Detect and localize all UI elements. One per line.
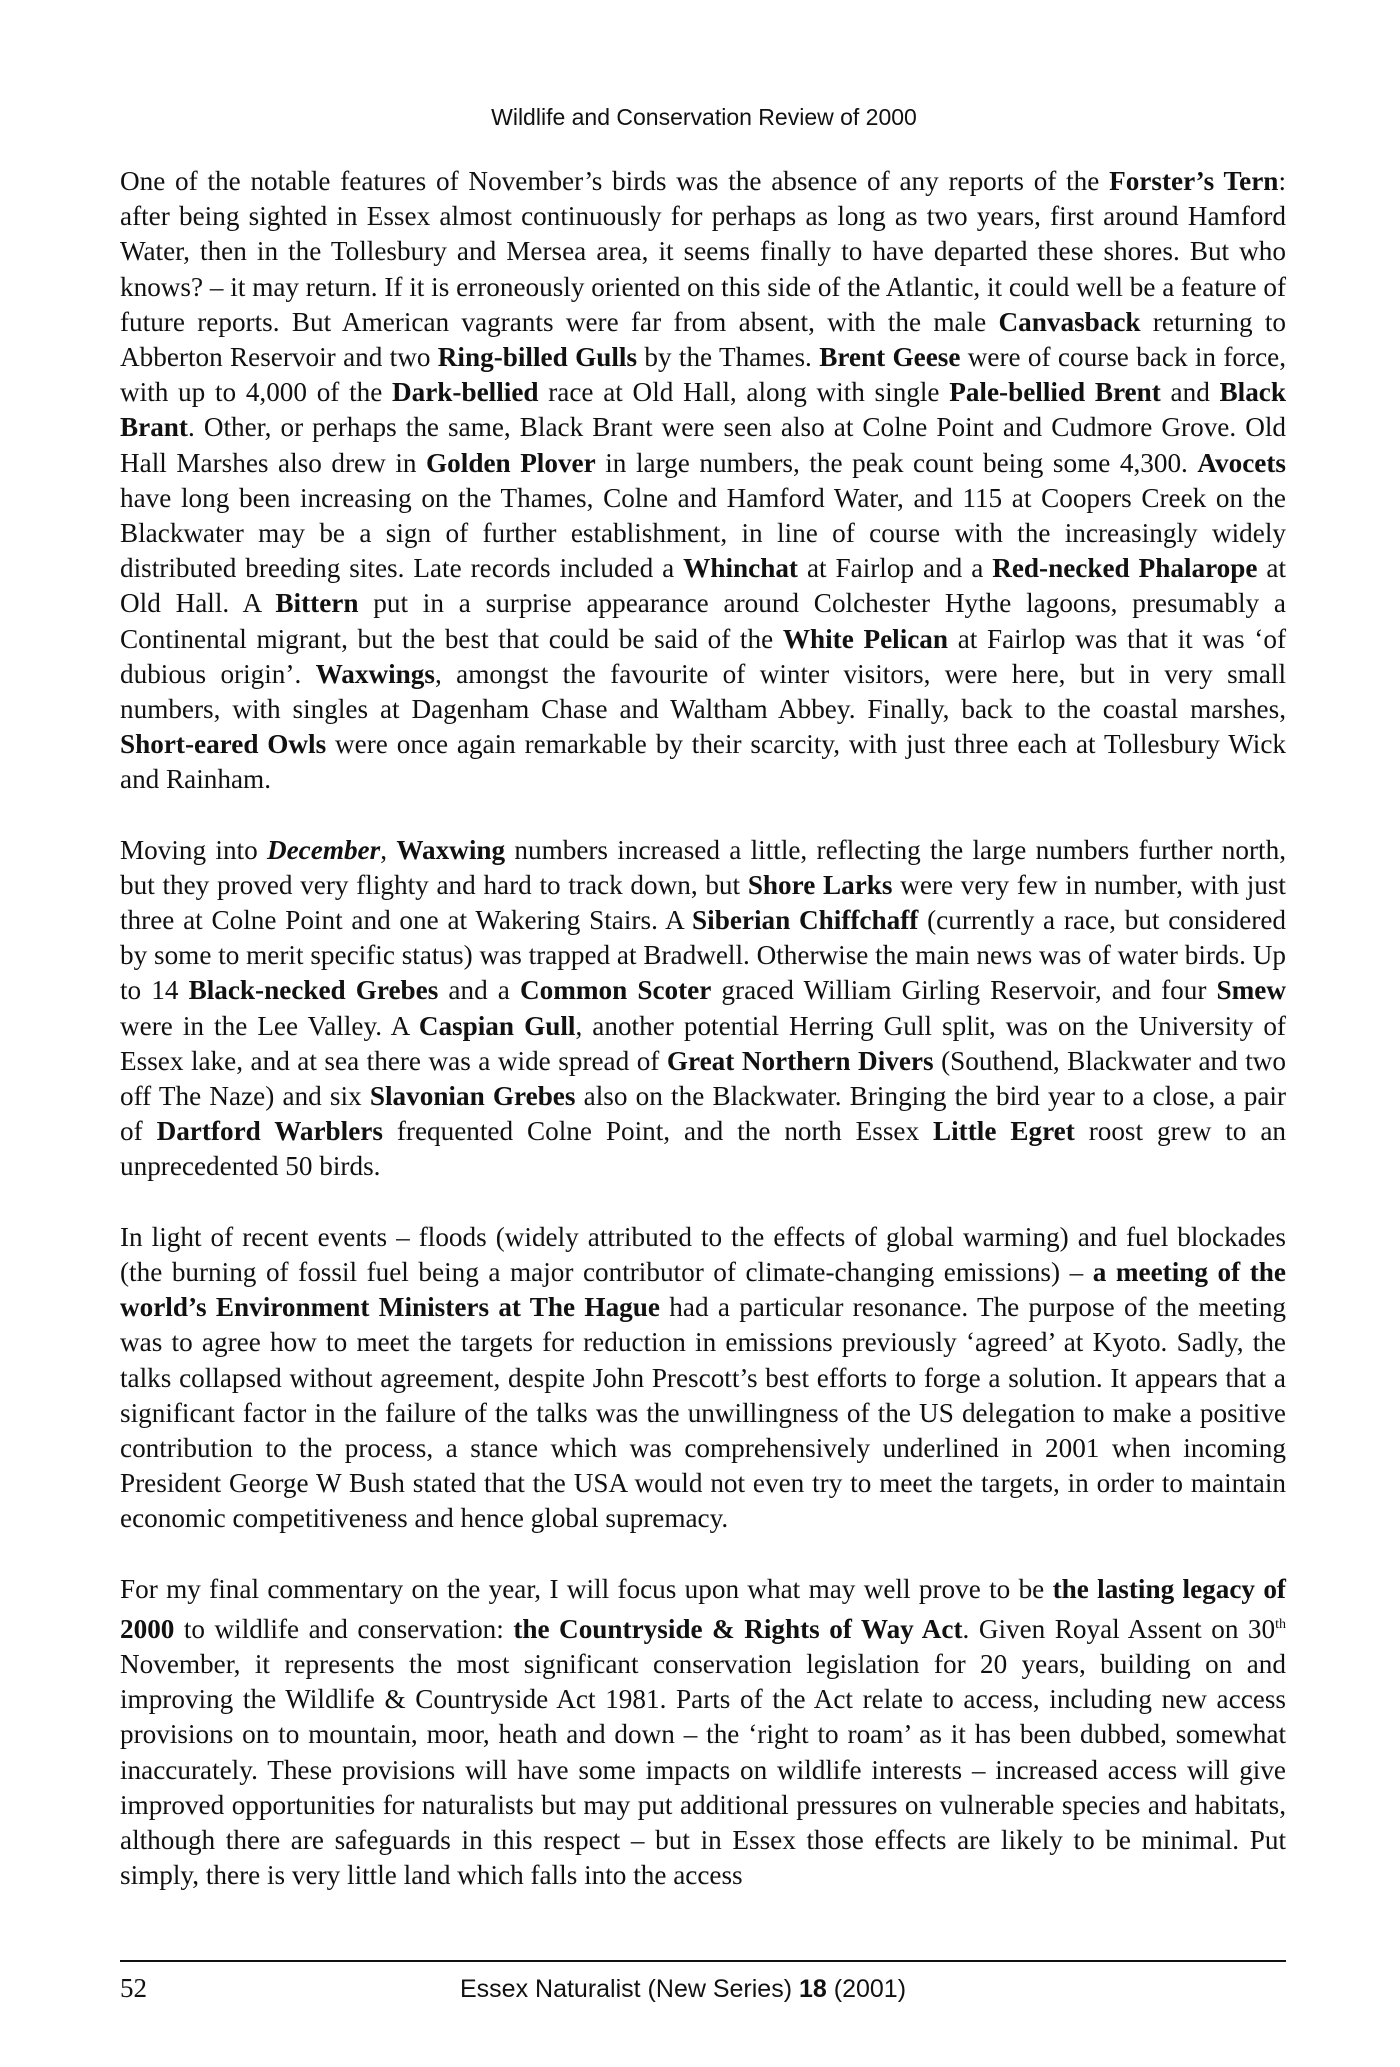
bold-term: Golden Plover bbox=[426, 447, 596, 478]
bold-term: Ring-billed Gulls bbox=[437, 342, 638, 373]
bold-term: White Pelican bbox=[782, 623, 949, 654]
text-run: were once again remarkable by their scarcity, with just three each at Tollesbury Wick and Rainham. bbox=[120, 729, 1286, 795]
text-run: to wildlife and conservation: bbox=[174, 1613, 514, 1644]
text-run: frequented Colne Point, and the north Essex bbox=[382, 1116, 933, 1147]
text-run: In light of recent events – floods (widely attributed to the effects of global warming) and fuel blockades (the burning of fossil fuel being a major contributor of climate-changing emissions) – bbox=[120, 1221, 1286, 1287]
text-run: Moving into bbox=[120, 834, 267, 865]
text-run: For my final commentary on the year, I will focus upon what may well prove to be bbox=[120, 1573, 1053, 1604]
running-header: Wildlife and Conservation Review of 2000 bbox=[491, 104, 917, 130]
bold-term: Black-necked Grebes bbox=[188, 975, 439, 1006]
bold-term: a meeting of the world’s Environment Ministers at The Hague bbox=[120, 1256, 1286, 1323]
text-run: by the Thames. bbox=[637, 342, 820, 373]
bold-term: Canvasback bbox=[998, 306, 1141, 337]
bold-term: Slavonian Grebes bbox=[369, 1081, 576, 1112]
bold-term: Dartford Warblers bbox=[156, 1116, 383, 1147]
text-run: at Old Hall. A bbox=[120, 553, 1287, 619]
ordinal-suffix: th bbox=[1275, 1616, 1286, 1632]
text-run: . Given Royal Assent on 30 bbox=[962, 1613, 1276, 1644]
bold-term: Little Egret bbox=[933, 1116, 1075, 1147]
text-run: , amongst the favourite of winter visitors, were here, but in very small numbers, with singles at Dagenham Chase and Waltham Abbey. Finally, back to the coastal marshes, bbox=[120, 658, 1287, 725]
bold-term: the Countryside & Rights of Way Act bbox=[513, 1613, 963, 1644]
text-run: returning to Abberton Reservoir and two bbox=[120, 306, 1286, 373]
bold-term: Great Northern Divers bbox=[666, 1045, 934, 1076]
text-run: at Fairlop was that it was ‘of dubious origin’. bbox=[120, 623, 1287, 689]
paragraph-countryside-act bbox=[120, 1572, 1286, 1894]
bold-term: Caspian Gull bbox=[418, 1010, 576, 1041]
bold-term: Red-necked Phalarope bbox=[992, 553, 1258, 584]
bold-term: Forster’s Tern bbox=[1109, 166, 1279, 196]
bold-term: Pale-bellied Brent bbox=[949, 377, 1161, 408]
bold-term: Common Scoter bbox=[519, 975, 712, 1006]
text-run: also on the Blackwater. Bringing the bird year to a close, a pair of bbox=[120, 1081, 1287, 1147]
bold-term: the lasting legacy of 2000 bbox=[120, 1573, 1286, 1644]
bold-term: Black Brant bbox=[120, 377, 1286, 443]
bold-term: Smew bbox=[1216, 975, 1286, 1006]
bold-term: Shore Larks bbox=[747, 869, 893, 900]
bold-term: Dark-bellied bbox=[392, 377, 539, 408]
journal-citation bbox=[460, 1975, 906, 2004]
bold-term: Bittern bbox=[275, 588, 359, 619]
journal-year: (2001) bbox=[833, 1975, 907, 2003]
text-run: : after being sighted in Essex almost continuously for perhaps as long as two years, first around Hamford Water, then in the Tollesbury and Mersea area, it seems finally to have departed these shores. But who knows? – it may return. If it is erroneously oriented on this side of the Atlantic, it could well be a feature of future reports. But American vagrants were far from absent, with the male bbox=[120, 166, 1286, 337]
text-run: (currently a race, but considered by some to merit specific status) was trapped at Bradwell. Otherwise the main news was of water birds. Up to 14 bbox=[120, 905, 1286, 1006]
bold-term: Waxwing bbox=[396, 834, 506, 865]
bold-term: Avocets bbox=[1197, 447, 1286, 478]
text-run: in large numbers, the peak count being some 4,300. bbox=[595, 447, 1198, 478]
paragraph-november bbox=[120, 164, 1286, 798]
text-run: put in a surprise appearance around Colchester Hythe lagoons, presumably a Continental migrant, but the best that could be said of the bbox=[120, 588, 1286, 654]
text-run: and a bbox=[438, 975, 520, 1006]
paragraph-hague-meeting bbox=[120, 1220, 1286, 1537]
paragraph-december bbox=[120, 833, 1286, 1185]
text-run: , bbox=[380, 834, 397, 865]
text-run: numbers increased a little, reflecting the large numbers further north, but they proved very flighty and hard to track down, but bbox=[120, 834, 1286, 900]
text-run: have long been increasing on the Thames, Colne and Hamford Water, and 115 at Coopers Creek on the Blackwater may be a sign of further establishment, in line of course with the increasingly widely distributed breeding sites. Late records included a bbox=[120, 482, 1286, 584]
text-run: were of course back in force, with up to 4,000 of the bbox=[120, 342, 1287, 408]
text-run: and bbox=[1160, 377, 1220, 408]
bold-term: Siberian Chiffchaff bbox=[692, 905, 919, 936]
text-run: were in the Lee Valley. A bbox=[120, 1010, 419, 1041]
page-number: 52 bbox=[120, 1973, 147, 2003]
journal-volume: 18 bbox=[798, 1975, 827, 2003]
bold-term: Whinchat bbox=[683, 553, 798, 584]
bold-term: Brent Geese bbox=[819, 342, 961, 373]
footer-rule bbox=[120, 1960, 1286, 1962]
journal-name: Essex Naturalist (New Series) bbox=[460, 1975, 793, 2003]
article-body bbox=[120, 164, 1286, 1928]
bold-term: Short-eared Owls bbox=[120, 729, 327, 760]
text-run: , another potential Herring Gull split, was on the University of Essex lake, and at sea there was a wide spread of bbox=[120, 1010, 1286, 1076]
text-run: race at Old Hall, along with single bbox=[538, 377, 950, 408]
text-run: (Southend, Blackwater and two off The Naze) and six bbox=[120, 1045, 1286, 1112]
text-run: had a particular resonance. The purpose of the meeting was to agree how to meet the targets for reduction in emissions previously ‘agreed’ at Kyoto. Sadly, the talks collapsed without agreement, despite John Prescott’s best efforts to forge a solution. It appears that a significant factor in the failure of the talks was the unwillingness of the US delegation to make a positive contribution to the process, a stance which was comprehensively underlined in 2001 when incoming President George W Bush stated that the USA would not even try to meet the targets, in order to maintain economic competitiveness and hence global supremacy. bbox=[120, 1292, 1287, 1534]
text-run: were very few in number, with just three at Colne Point and one at Wakering Stairs. A bbox=[120, 869, 1286, 936]
text-run: . Other, or perhaps the same, Black Brant were seen also at Colne Point and Cudmore Grove. Old Hall Marshes also drew in bbox=[120, 412, 1286, 478]
bold-term: Waxwings bbox=[315, 658, 435, 689]
text-run: November, it represents the most significant conservation legislation for 20 years, building on and improving the Wildlife & Countryside Act 1981. Parts of the Act relate to access, including new access provisions on to mountain, moor, heath and down – the ‘right to roam’ as it has been dubbed, somewhat inaccurately. These provisions will have some impacts on wildlife interests – increased access will give improved opportunities for naturalists but may put additional pressures on vulnerable species and habitats, although there are safeguards in this respect – but in Essex those effects are likely to be minimal. Put simply, there is very little land which falls into the access bbox=[120, 1648, 1286, 1891]
text-run: at Fairlop and a bbox=[798, 553, 993, 584]
bold-italic-month: December bbox=[266, 834, 381, 865]
text-run: graced William Girling Reservoir, and four bbox=[711, 975, 1217, 1006]
text-run: One of the notable features of November’s birds was the absence of any reports of the bbox=[120, 166, 1110, 196]
text-run: roost grew to an unprecedented 50 birds. bbox=[120, 1116, 1286, 1182]
